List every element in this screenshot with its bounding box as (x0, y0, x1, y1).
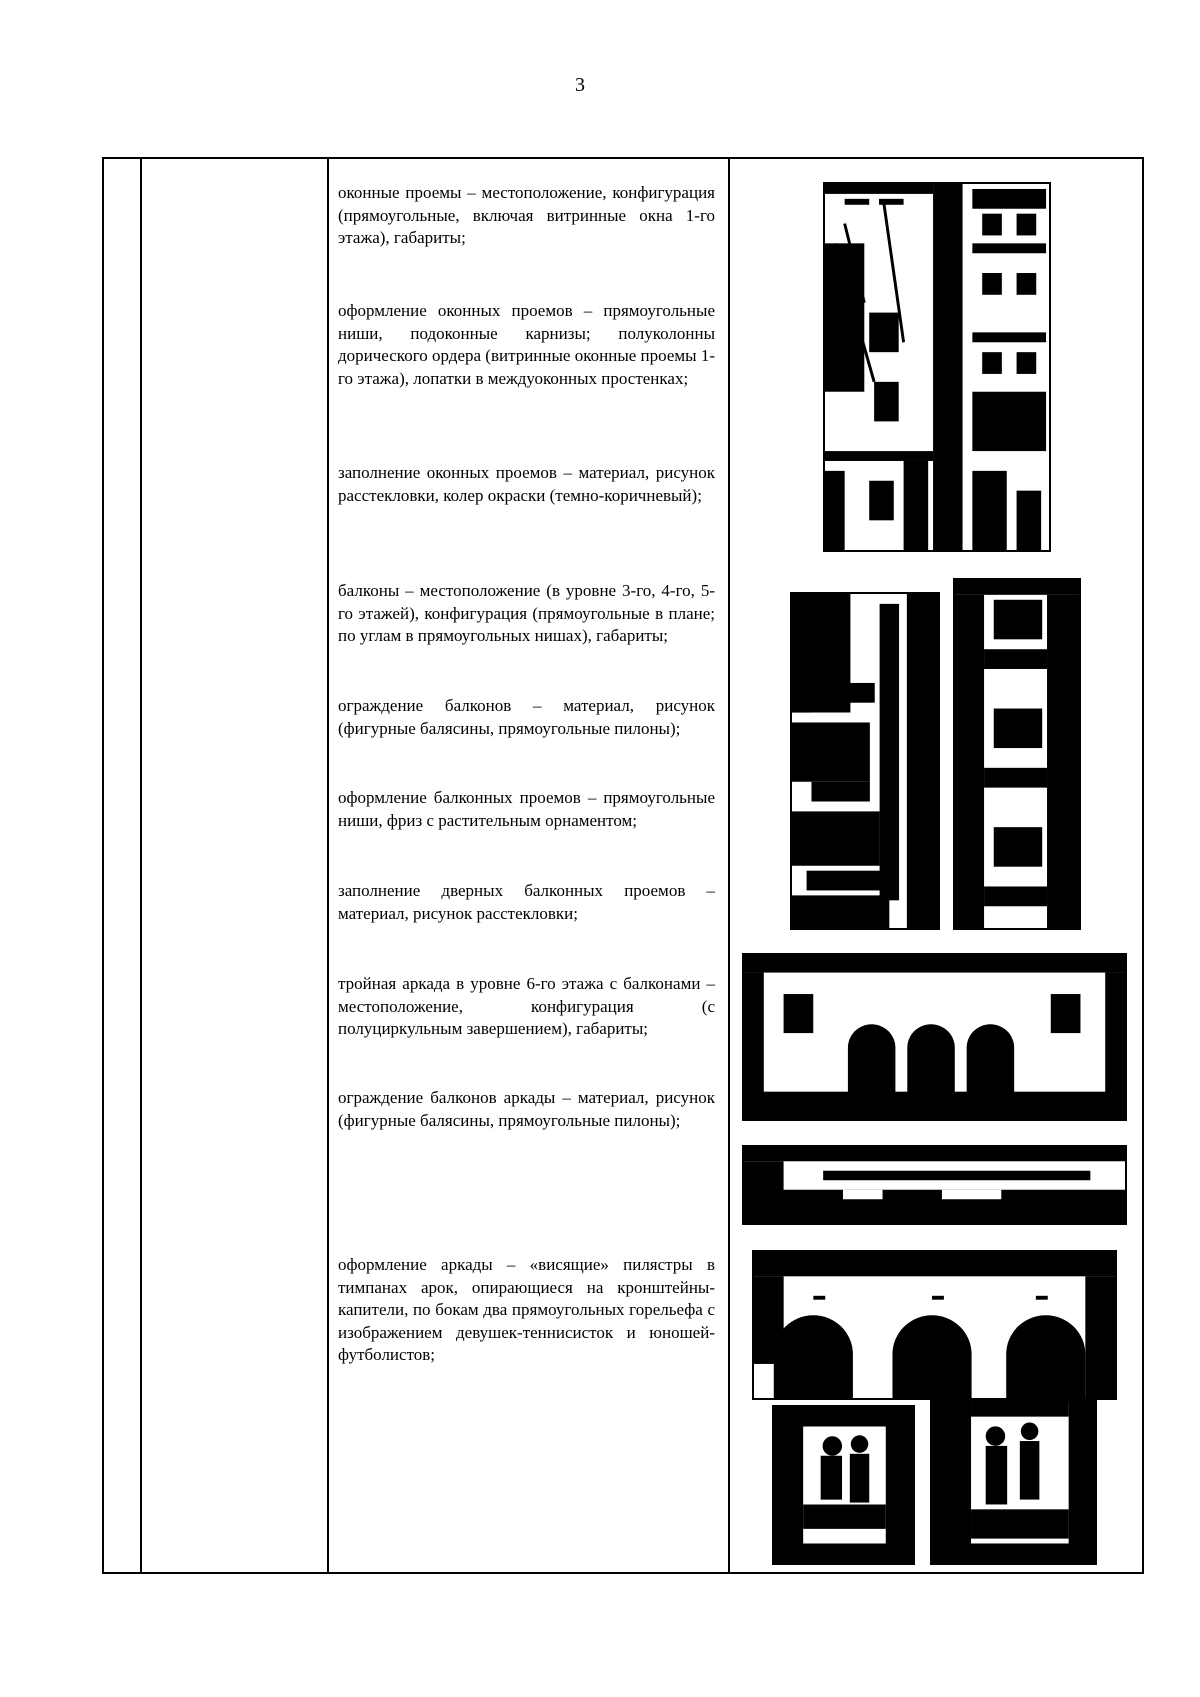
description-paragraph: ограждение балконов аркады – материал, рисунок (фигурные балясины, прямоугольные пилоны); (338, 1088, 715, 1130)
balconies-photo-right (953, 578, 1081, 930)
description-paragraph: оформление оконных проемов – прямоугольные ниши, подоконные карнизы; полуколонны дорического ордера (витринные оконные проемы 1-го этажа), лопатки в междуоконных простенках; (338, 301, 715, 388)
table-column-divider (140, 157, 142, 1574)
table-column-divider (728, 157, 730, 1574)
description-paragraph: тройная аркада в уровне 6-го этажа с балконами – местоположение, конфигурация (с полуциркульным завершением), габариты; (338, 974, 715, 1038)
description-paragraph: оконные проемы – местоположение, конфигурация (прямоугольные, включая витринные окна 1-го этажа), габариты; (338, 183, 715, 247)
description-paragraph: оформление аркады – «висящие» пилястры в тимпанах арок, опирающиеся на кронштейны-капители, по бокам два прямоугольных горельефа с изображением девушек-теннисисток и юношей-футболистов; (338, 1255, 715, 1364)
relief-tennis-photo (772, 1405, 915, 1565)
description-paragraph: заполнение оконных проемов – материал, рисунок расстекловки, колер окраски (темно-коричневый); (338, 463, 715, 505)
arcade-balconies-photo (742, 1145, 1127, 1225)
description-paragraph: заполнение дверных балконных проемов – материал, рисунок расстекловки; (338, 881, 715, 923)
table-column-divider (327, 157, 329, 1574)
facade-windows-photo (823, 182, 1051, 552)
arcade-photo (742, 953, 1127, 1121)
description-paragraph: ограждение балконов – материал, рисунок (фигурные балясины, прямоугольные пилоны); (338, 696, 715, 738)
description-paragraph: оформление балконных проемов – прямоугольные ниши, фриз с растительным орнаментом; (338, 788, 715, 830)
balconies-photo-left (790, 592, 940, 930)
relief-football-photo (930, 1400, 1097, 1565)
arcade-pilasters-photo (752, 1250, 1117, 1400)
description-paragraph: балконы – местоположение (в уровне 3-го, 4-го, 5-го этажей), конфигурация (прямоугольные в плане; по углам в прямоугольных нишах), габариты; (338, 581, 715, 645)
page-number: 3 (575, 74, 585, 96)
